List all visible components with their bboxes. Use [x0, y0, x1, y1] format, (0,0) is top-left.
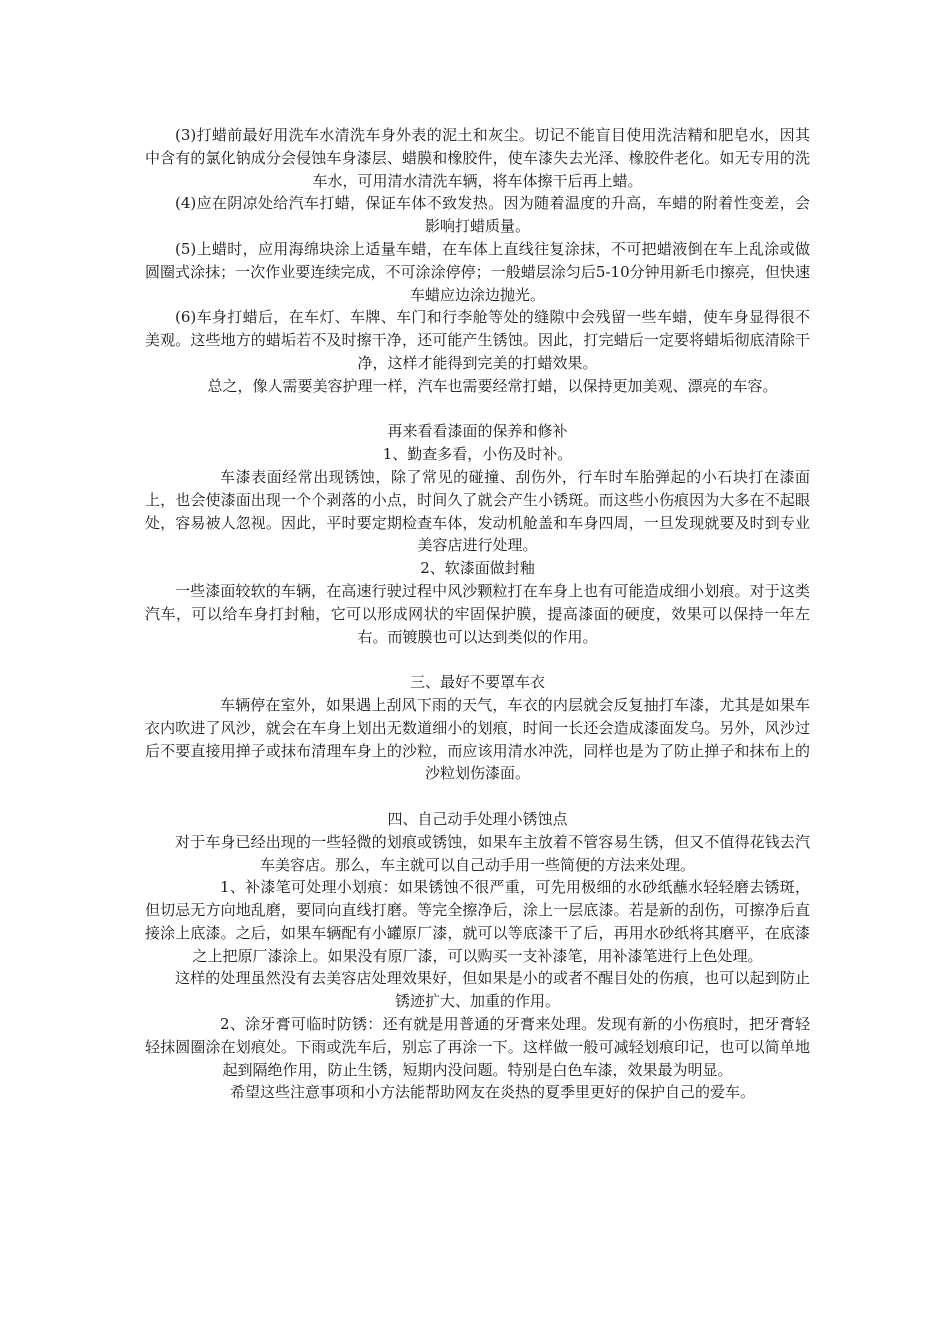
- spacer: [145, 398, 810, 421]
- item-heading-check: 1、勤查多看，小伤及时补。: [382, 445, 573, 464]
- paragraph-touch-up-pen: 1、补漆笔可处理小划痕：如果锈蚀不很严重，可先用极细的水砂纸蘸水轻轻磨去锈斑，但切忌无方向地乱磨，要同向直线打磨。等完全擦净后，涂上一层底漆。若是新的刮伤，可擦净后直接涂上底漆。之后，如果车辆配有小罐原厂漆，就可以等底漆干了后，再用水砂纸将其磨平，在底漆之上把原厂漆涂上。如果没有原厂漆，可以购买一支补漆笔，用补漆笔进行上色处理。: [145, 878, 810, 965]
- paragraph-effect: 这样的处理虽然没有去美容店处理效果好，但如果是小的或者不醒目处的伤痕，也可以起到防止锈迹扩大、加重的作用。: [175, 969, 810, 1011]
- paragraph-toothpaste: 2、涂牙膏可临时防锈：还有就是用普通的牙膏来处理。发现有新的小伤痕时，把牙膏轻轻抹圆圈涂在划痕处。下雨或洗车后，别忘了再涂一下。这样做一般可减轻划痕印记，也可以简单地起到隔绝作用，防止生锈，短期内没问题。特别是白色车漆，效果最为明显。: [145, 1015, 810, 1079]
- document-body: [145, 124, 810, 1104]
- paragraph-waxing-6: (6)车身打蜡后，在车灯、车牌、车门和行李舱等处的缝隙中会残留一些车蜡，使车身显得很不美观。这些地方的蜡垢若不及时擦干净，还可能产生锈蚀。因此，打完蜡后一定要将蜡垢彻底清除干净，这样才能得到完美的打蜡效果。: [145, 308, 810, 372]
- spacer: [145, 648, 810, 671]
- paragraph-waxing-3: (3)打蜡前最好用洗车水清洗车身外表的泥土和灰尘。切记不能盲目使用洗洁精和肥皂水，因其中含有的氯化钠成分会侵蚀车身漆层、蜡膜和橡胶件，使车漆失去光泽、橡胶件老化。如无专用的洗车水，可用清水清洗车辆，将车体擦干后再上蜡。: [145, 126, 810, 190]
- section-heading-car-cover: 三、最好不要罩车衣: [409, 673, 545, 692]
- paragraph-rust-intro: 对于车身已经出现的一些轻微的划痕或锈蚀，如果车主放着不管容易生锈，但又不值得花钱去汽车美容店。那么，车主就可以自己动手用一些简便的方法来处理。: [175, 832, 810, 874]
- paragraph-glaze: 一些漆面较软的车辆，在高速行驶过程中风沙颗粒打在车身上也有可能造成细小划痕。对于这类汽车，可以给车身打封釉，它可以形成网状的牢固保护膜，提高漆面的硬度，效果可以保持一年左右。而镀膜也可以达到类似的作用。: [145, 581, 810, 646]
- paragraph-car-cover: 车辆停在室外，如果遇上刮风下雨的天气，车衣的内层就会反复抽打车漆，尤其是如果车衣内吹进了风沙，就会在车身上划出无数道细小的划痕，时间一长还会造成漆面发乌。另外，风沙过后不要直接用掸子或抹布清理车身上的沙粒，而应该用清水冲洗，同样也是为了防止掸子和抹布上的沙粒划伤漆面。: [145, 695, 810, 783]
- item-heading-glaze: 2、软漆面做封釉: [420, 559, 535, 578]
- spacer: [145, 785, 810, 808]
- paragraph-summary: 总之，像人需要美容护理一样，汽车也需要经常打蜡，以保持更加美观、漂亮的车容。: [207, 376, 778, 395]
- paragraph-check: 车漆表面经常出现锈蚀，除了常见的碰撞、刮伤外，行车时车胎弹起的小石块打在漆面上，也会使漆面出现一个个剥落的小点，时间久了就会产生小锈斑。而这些小伤痕因为大多在不起眼处，容易被人忽视。因此，平时要定期检查车体，发动机舱盖和车身四周，一旦发现就要及时到专业美容店进行处理。: [145, 467, 810, 555]
- paragraph-closing: 希望这些注意事项和小方法能帮助网友在炎热的夏季里更好的保护自己的爱车。: [229, 1083, 755, 1102]
- section-heading-paint-care: 再来看看漆面的保养和修补: [387, 422, 568, 441]
- section-heading-rust: 四、自己动手处理小锈蚀点: [387, 809, 568, 828]
- paragraph-waxing-4: (4)应在阴凉处给汽车打蜡，保证车体不致发热。因为随着温度的升高，车蜡的附着性变差，会影响打蜡质量。: [175, 194, 810, 236]
- paragraph-waxing-5: (5)上蜡时，应用海绵块涂上适量车蜡，在车体上直线往复涂抹，不可把蜡液倒在车上乱涂或做圆圈式涂抹；一次作业要连续完成，不可涂涂停停；一般蜡层涂匀后5-10分钟用新毛巾擦亮，但快速车蜡应边涂边抛光。: [145, 239, 810, 304]
